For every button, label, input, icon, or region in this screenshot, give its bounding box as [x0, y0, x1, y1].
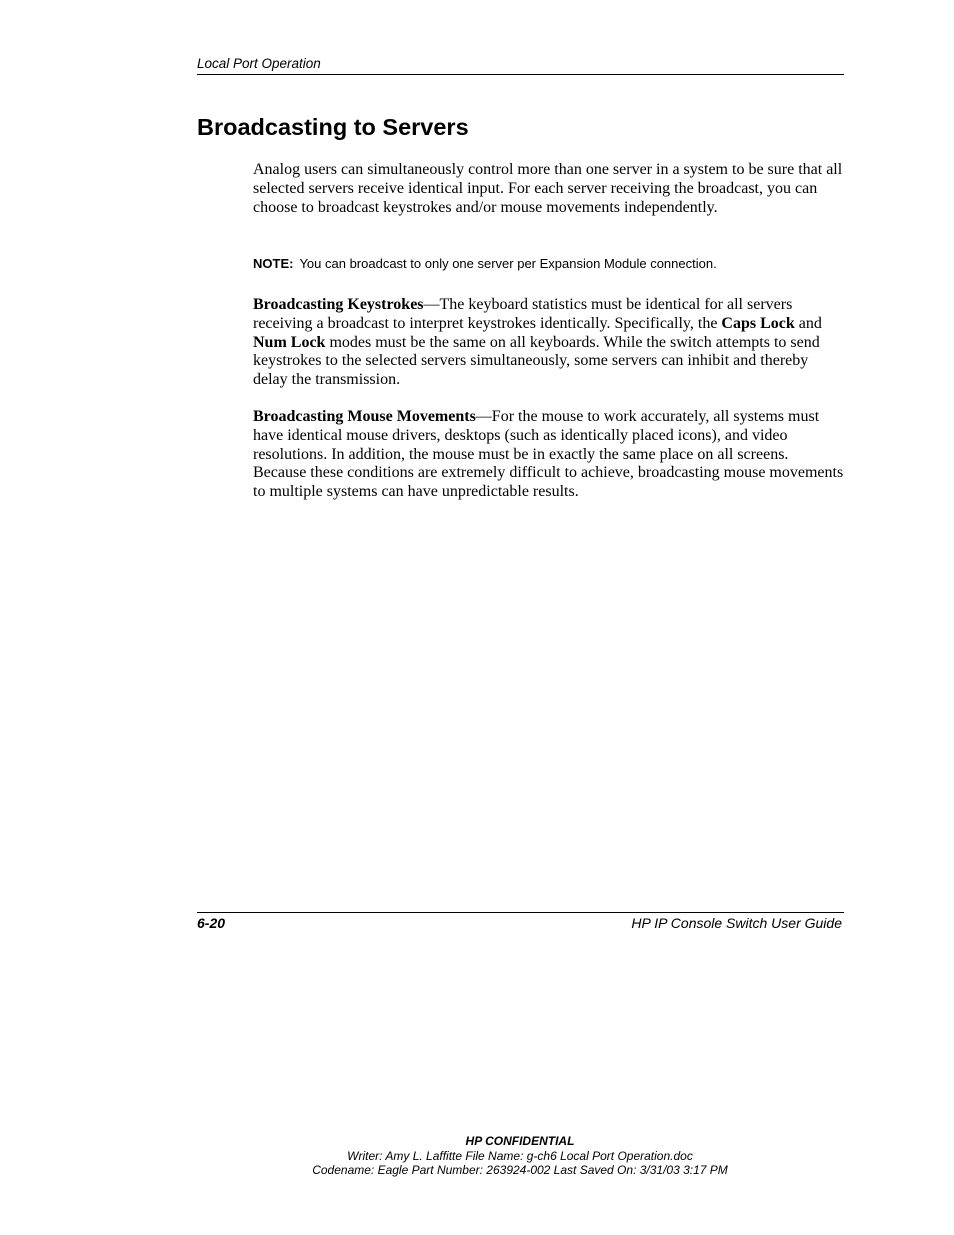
section-title: Broadcasting to Servers — [197, 114, 469, 140]
keystrokes-text-2: and — [794, 314, 822, 332]
keystrokes-text-1: —The keyboard statistics must be identical for all servers receiving a broadcast to interpret keystrokes identically. Specifically, the — [253, 296, 793, 332]
mouse-text: —For the mouse to work accurately, all systems must have identical mouse drivers, desktops (such as identically placed icons), and video resolutions. In addition, the mouse must be in exactly the same place on all screens. Because these conditions are extremely difficult to achieve, broadcasting mouse movements to multiple systems can have unpredictable results. — [253, 408, 844, 501]
intro-paragraph: Analog users can simultaneously control more than one server in a system to be sure that all selected servers receive identical input. For each server receiving the broadcast, you can choose to broadcast keystrokes and/or mouse movements independently. — [253, 161, 843, 216]
page-number: 6-20 — [197, 915, 226, 931]
keystrokes-paragraph — [253, 296, 844, 390]
footer-rule — [197, 912, 844, 913]
confidential-writer-line: Writer: Amy L. Laffitte File Name: g-ch6 Local Port Operation.doc — [347, 1148, 693, 1163]
keystrokes-heading: Broadcasting Keystrokes — [253, 296, 424, 313]
header-rule — [197, 74, 844, 75]
confidential-title: HP CONFIDENTIAL — [465, 1134, 575, 1148]
confidential-codename-line: Codename: Eagle Part Number: 263924-002 Last Saved On: 3/31/03 3:17 PM — [312, 1163, 728, 1177]
keystrokes-text-3: modes must be the same on all keyboards. While the switch attempts to send keystrokes to the selected servers simultaneously, some servers can inhibit and thereby delay the transmission. — [253, 333, 820, 389]
note-text: You can broadcast to only one server per Expansion Module connection. — [299, 256, 717, 271]
running-header: Local Port Operation — [197, 56, 321, 71]
num-lock-term: Num Lock — [253, 333, 326, 351]
caps-lock-term: Caps Lock — [721, 314, 795, 332]
mouse-heading: Broadcasting Mouse Movements — [253, 408, 476, 425]
confidential-block — [0, 1134, 954, 1178]
note-label: NOTE: — [253, 256, 294, 271]
note — [253, 256, 844, 272]
mouse-paragraph — [253, 408, 844, 502]
guide-title: HP IP Console Switch User Guide — [631, 915, 842, 931]
